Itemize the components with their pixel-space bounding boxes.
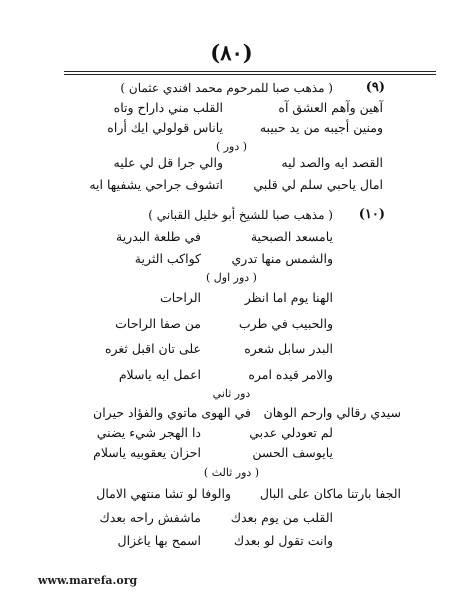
verse-left: ماشفش راحه بعدك [99, 510, 201, 525]
footer-url: www.marefa.org [38, 574, 138, 587]
verse-right: آهين وآهم العشق آه [278, 100, 383, 115]
verse-left: من صفا الراحات [115, 316, 201, 331]
verse-right: والامر قيده امره [248, 367, 333, 382]
section-heading: ( مذهب صبا للشيخ أبو خليل القباني ) [148, 208, 333, 222]
verse-right: سيدي رقالي وارحم الوهان [263, 405, 401, 420]
verse-left: القلب مني داراح وتاه [113, 100, 223, 115]
verse-left: في الهوى ماتوي والفؤاد حيران [93, 405, 251, 420]
verse-left: والوفا لو تشا منتهي الامال [96, 486, 231, 501]
verse-left: اتشوف جراحي يشفيها ايه [89, 177, 223, 192]
verse-right: القلب من يوم بعدك [230, 510, 333, 525]
verse-right: البدر سابل شعره [244, 341, 333, 356]
verse-left: على تان اقبل ثغره [104, 341, 201, 356]
verse-left: والي جرا قل لي عليه [113, 155, 223, 170]
verse-right: لم تعودلي عدبي [249, 425, 333, 440]
verse-right: والشمس منها تدري [231, 251, 333, 266]
verse-left: دا الهجر شيء يضني [96, 425, 201, 440]
section-heading: ( مذهب صبا للمرحوم محمد افندي عثمان ) [120, 81, 333, 95]
verse-left: في طلعة البدرية [116, 229, 201, 244]
verse-left: اسمح بها ياغزال [117, 533, 201, 548]
header-rule [64, 71, 436, 72]
verse-left: الراحات [160, 290, 201, 305]
section-number: (١٠) [358, 207, 385, 222]
page-number: (٨٠) [210, 40, 253, 65]
verse-right: القصد ايه والصد ليه [281, 155, 383, 170]
verse-left: اعمل ايه ياسلام [118, 367, 201, 382]
section-interlude: ( دور ) [215, 140, 248, 153]
verse-right: والحبيب في طرب [238, 316, 333, 331]
section-interlude: ( دور اول ) [206, 271, 257, 284]
verse-left: احزان يعقوبيه ياسلام [93, 445, 201, 460]
section-number: (٩) [365, 80, 385, 95]
verse-left: ياناس قولولي ايك أراه [107, 120, 223, 135]
section-interlude: دور ثاني [212, 387, 251, 400]
verse-left: كواكب الثرية [134, 251, 201, 266]
verse-right: ومنين أجيبه من يد حبيبه [259, 120, 383, 135]
verse-right: الجفا بارتنا ماكان على البال [259, 486, 401, 501]
header-rule-thin [64, 74, 436, 75]
verse-right: الهنا يوم اما انظر [244, 290, 333, 305]
verse-right: يامسعد الصبحية [250, 229, 333, 244]
verse-right: امال ياحبي سلم لي قلبي [253, 177, 383, 192]
verse-right: يايوسف الحسن [252, 445, 333, 460]
verse-right: وانت تقول لو بعدك [233, 533, 333, 548]
section-interlude: ( دور ثالث ) [203, 466, 260, 479]
